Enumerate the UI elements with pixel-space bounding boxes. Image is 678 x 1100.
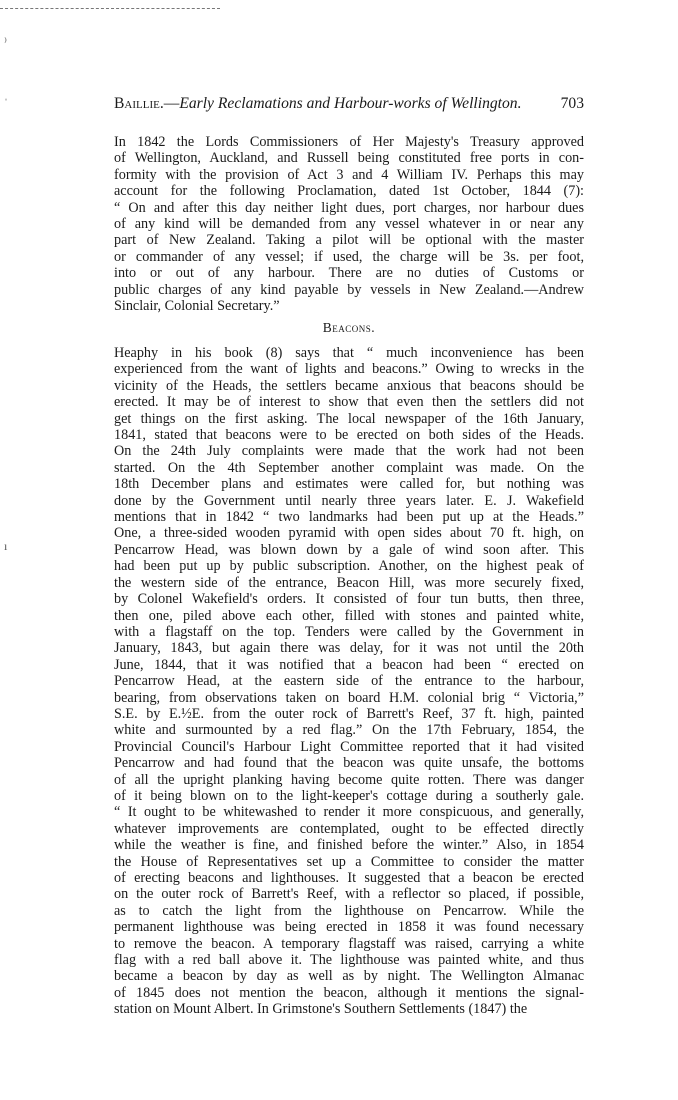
text-line: Heaphy in his book (8) says that “ much inconvenience has been [114,345,584,361]
text-line: of Wellington, Auckland, and Russell being constituted free ports in con- [114,150,584,167]
top-edge-rule [0,8,220,9]
text-line: as to catch the light from the lighthouse on Pencarrow. While the [114,902,584,919]
text-line: of all the upright planking having become quite rotten. There was danger [114,771,584,788]
text-line: or commander of any vessel; if used, the charge will be 3s. per foot, [114,248,584,265]
text-line: get things on the first asking. The local newspaper of the 16th January, [114,410,584,427]
text-line: while the weather is fine, and finished before the winter.” Also, in 1854 [114,837,584,854]
text-line: formity with the provision of Act 3 and 4 William IV. Perhaps this may [114,166,584,183]
text-line: One, a three-sided wooden pyramid with open sides about 70 ft. high, on [114,525,584,542]
text-line: to remove the beacon. A temporary flagstaff was raised, carrying a white [114,935,584,952]
text-line: 18th December plans and estimates were called for, but nothing was [114,476,584,493]
text-line: “ On and after this day neither light dues, port charges, nor harbour dues [114,199,584,216]
text-line: of 1845 does not mention the beacon, although it mentions the signal- [114,984,584,1001]
text-line: January, 1843, but again there was delay, for it was not until the 20th [114,640,584,657]
text-line: became a beacon by day as well as by night. The Wellington Almanac [114,968,584,985]
text-line: On the 24th July complaints were made that the work had not been [114,443,584,460]
text-line: started. On the 4th September another complaint was made. On the [114,459,584,476]
text-line: on the outer rock of Barrett's Reef, with a reflector so placed, if possible, [114,886,584,903]
margin-speck: ⁾ [4,35,7,49]
header-title: Early Reclamations and Harbour-works of Wellington. [179,95,522,112]
text-line: In 1842 the Lords Commissioners of Her Majesty's Treasury approved [114,134,584,150]
text-line: the House of Representatives set up a Committee to consider the matter [114,853,584,870]
text-line: Pencarrow Head, at the eastern side of the entrance to the harbour, [114,673,584,690]
text-line: white and surmounted by a red flag.” On the 17th February, 1854, the [114,722,584,739]
running-header [114,94,584,114]
margin-speck: ı [4,539,8,553]
text-line: bearing, from observations taken on board H.M. colonial brig “ Victoria,” [114,689,584,706]
page-number: 703 [560,95,584,112]
text-line: mentions that in 1842 “ two landmarks had been put up at the Heads.” [114,509,584,526]
text-line: “ It ought to be whitewashed to render it more conspicuous, and generally, [114,804,584,821]
text-line: vicinity of the Heads, the settlers became anxious that beacons should be [114,377,584,394]
text-line: had been put up by public subscription. Another, on the highest peak of [114,558,584,575]
text-line: June, 1844, that it was notified that a beacon had been “ erected on [114,656,584,673]
text-line: public charges of any kind payable by vessels in New Zealand.—Andrew [114,281,584,298]
text-line: account for the following Proclamation, dated 1st October, 1844 (7): [114,183,584,200]
text-line: of any kind will be demanded from any vessel whatever in or near any [114,216,584,233]
text-line: into or out of any harbour. There are no duties of Customs or [114,265,584,282]
text-line: then one, piled above each other, filled with stones and painted white, [114,607,584,624]
text-line: done by the Government until nearly three years later. E. J. Wakefield [114,492,584,509]
text-line: part of New Zealand. Taking a pilot will be optional with the master [114,232,584,249]
text-line: Sinclair, Colonial Secretary.” [114,298,280,315]
text-line: Pencarrow Head, was blown down by a gale of wind soon after. This [114,541,584,558]
text-line: S.E. by E.½E. from the outer rock of Barrett's Reef, 37 ft. high, painted [114,705,584,722]
margin-speck: ˌ [4,87,8,101]
header-author: Baillie. [114,95,164,112]
paragraph-free-ports [114,134,584,314]
text-line: Pencarrow and had found that the beacon was quite unsafe, the bottoms [114,755,584,772]
text-line: of it being blown on to the light-keeper's cottage during a southerly gale. [114,787,584,804]
text-line: of erecting beacons and lighthouses. It suggested that a beacon be erected [114,870,584,886]
text-line: permanent lighthouse was being erected in 1858 it was found necessary [114,919,584,936]
paragraph-beacons [114,345,584,1018]
text-line: whatever improvements are contemplated, ought to be effected directly [114,820,584,837]
text-line: erected. It may be of interest to show that even then the settlers did not [114,394,584,411]
text-line: station on Mount Albert. In Grimstone's Southern Settlements (1847) the [114,1001,528,1018]
header-dash: — [163,95,180,112]
text-line: experienced from the want of lights and beacons.” Owing to wrecks in the [114,361,584,378]
text-line: with a flagstaff on the top. Tenders were called by the Government in [114,623,584,640]
text-line: flag with a red ball above it. The lighthouse was painted white, and thus [114,952,584,969]
text-line: the western side of the entrance, Beacon Hill, was more securely fixed, [114,574,584,591]
text-line: by Colonel Wakefield's orders. It consisted of four tun butts, then three, [114,591,584,608]
section-heading: Beacons. [322,320,376,335]
text-line: Provincial Council's Harbour Light Committee reported that it had visited [114,738,584,755]
text-line: 1841, stated that beacons were to be erected on both sides of the Heads. [114,427,584,444]
